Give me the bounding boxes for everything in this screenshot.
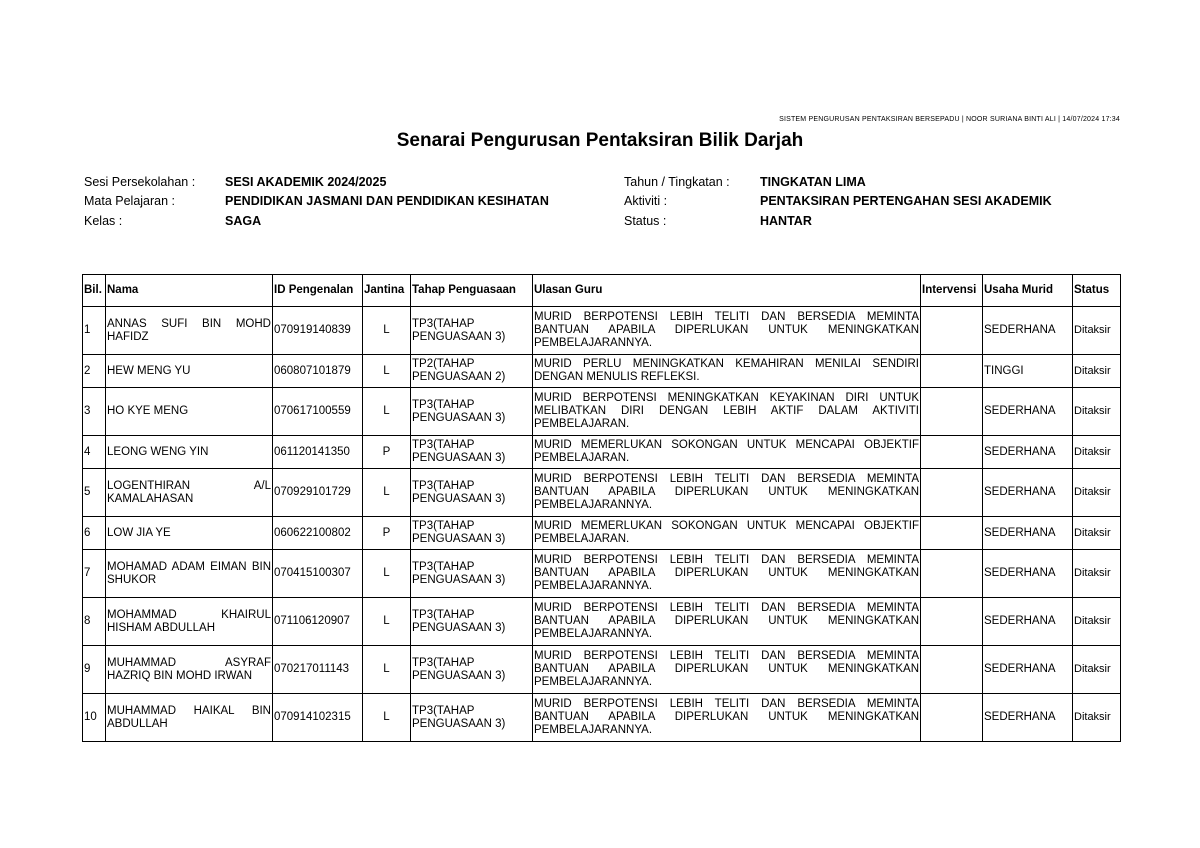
row-nama: MUHAMMAD ASYRAF HAZRIQ BIN MOHD IRWAN [106, 646, 273, 694]
row-intervensi [921, 598, 983, 646]
report-meta: SISTEM PENGURUSAN PENTAKSIRAN BERSEPADU | NOOR SURIANA BINTI ALI | 14/07/2024 17:34 [779, 116, 1120, 123]
row-intervensi [921, 550, 983, 598]
info-left [84, 172, 549, 231]
row-status: Ditaksir [1073, 436, 1121, 469]
row-usaha: SEDERHANA [983, 436, 1073, 469]
mata-pelajaran-label: Mata Pelajaran : [84, 194, 176, 209]
col-usaha: Usaha Murid [983, 275, 1073, 307]
table-row [83, 388, 1121, 436]
col-status: Status [1073, 275, 1121, 307]
info-sesi [84, 172, 549, 192]
col-intervensi: Intervensi [921, 275, 983, 307]
row-usaha: SEDERHANA [983, 388, 1073, 436]
row-ulasan: MURID BERPOTENSI LEBIH TELITI DAN BERSEDIA MEMINTA BANTUAN APABILA DIPERLUKAN UNTUK MENINGKATKAN PEMBELAJARANNYA. [533, 646, 921, 694]
row-nama: MOHAMMAD KHAIRUL HISHAM ABDULLAH [106, 598, 273, 646]
row-jantina: L [363, 307, 411, 355]
row-bil: 4 [83, 436, 106, 469]
col-bil: Bil. [83, 275, 106, 307]
row-status: Ditaksir [1073, 469, 1121, 517]
row-status: Ditaksir [1073, 307, 1121, 355]
row-jantina: P [363, 517, 411, 550]
row-status: Ditaksir [1073, 355, 1121, 388]
aktiviti-label: Aktiviti : [624, 194, 668, 209]
row-jantina: L [363, 646, 411, 694]
row-usaha: TINGGI [983, 355, 1073, 388]
row-usaha: SEDERHANA [983, 307, 1073, 355]
info-status [624, 211, 1052, 231]
info-mata-pelajaran [84, 192, 549, 212]
row-tahap: TP3(TAHAP PENGUASAAN 3) [411, 598, 533, 646]
row-status: Ditaksir [1073, 550, 1121, 598]
row-bil: 8 [83, 598, 106, 646]
row-nama: MOHAMAD ADAM EIMAN BIN SHUKOR [106, 550, 273, 598]
assessment-table [82, 274, 1121, 742]
col-jantina: Jantina [363, 275, 411, 307]
row-intervensi [921, 517, 983, 550]
sesi-label: Sesi Persekolahan : [84, 174, 196, 189]
row-nama: HEW MENG YU [106, 355, 273, 388]
row-id: 070415100307 [273, 550, 363, 598]
row-usaha: SEDERHANA [983, 646, 1073, 694]
row-jantina: L [363, 694, 411, 742]
row-nama: LEONG WENG YIN [106, 436, 273, 469]
row-status: Ditaksir [1073, 694, 1121, 742]
aktiviti-value: PENTAKSIRAN PERTENGAHAN SESI AKADEMIK [760, 194, 1052, 209]
table-row [83, 355, 1121, 388]
row-ulasan: MURID BERPOTENSI MENINGKATKAN KEYAKINAN DIRI UNTUK MELIBATKAN DIRI DENGAN LEBIH AKTIF DALAM AKTIVITI PEMBELAJARAN. [533, 388, 921, 436]
tahun-label: Tahun / Tingkatan : [624, 174, 730, 189]
row-tahap: TP3(TAHAP PENGUASAAN 3) [411, 469, 533, 517]
tahun-value: TINGKATAN LIMA [760, 174, 866, 189]
row-usaha: SEDERHANA [983, 550, 1073, 598]
row-ulasan: MURID BERPOTENSI LEBIH TELITI DAN BERSEDIA MEMINTA BANTUAN APABILA DIPERLUKAN UNTUK MENINGKATKAN PEMBELAJARANNYA. [533, 694, 921, 742]
row-bil: 3 [83, 388, 106, 436]
table-row [83, 550, 1121, 598]
row-jantina: L [363, 550, 411, 598]
row-tahap: TP2(TAHAP PENGUASAAN 2) [411, 355, 533, 388]
row-id: 070919140839 [273, 307, 363, 355]
info-tahun [624, 172, 1052, 192]
row-tahap: TP3(TAHAP PENGUASAAN 3) [411, 388, 533, 436]
col-tahap: Tahap Penguasaan [411, 275, 533, 307]
row-jantina: L [363, 355, 411, 388]
info-aktiviti [624, 192, 1052, 212]
row-nama: LOW JIA YE [106, 517, 273, 550]
row-jantina: L [363, 388, 411, 436]
row-bil: 6 [83, 517, 106, 550]
page-title: Senarai Pengurusan Pentaksiran Bilik Darjah [396, 130, 804, 151]
table-header-row [83, 275, 1121, 307]
row-ulasan: MURID BERPOTENSI LEBIH TELITI DAN BERSEDIA MEMINTA BANTUAN APABILA DIPERLUKAN UNTUK MENINGKATKAN PEMBELAJARANNYA. [533, 469, 921, 517]
kelas-value: SAGA [225, 213, 262, 228]
row-jantina: P [363, 436, 411, 469]
status-value: HANTAR [760, 213, 812, 228]
row-ulasan: MURID BERPOTENSI LEBIH TELITI DAN BERSEDIA MEMINTA BANTUAN APABILA DIPERLUKAN UNTUK MENINGKATKAN PEMBELAJARANNYA. [533, 550, 921, 598]
table-row [83, 598, 1121, 646]
row-tahap: TP3(TAHAP PENGUASAAN 3) [411, 307, 533, 355]
row-ulasan: MURID MEMERLUKAN SOKONGAN UNTUK MENCAPAI OBJEKTIF PEMBELAJARAN. [533, 517, 921, 550]
col-ulasan: Ulasan Guru [533, 275, 921, 307]
row-usaha: SEDERHANA [983, 694, 1073, 742]
row-tahap: TP3(TAHAP PENGUASAAN 3) [411, 694, 533, 742]
row-ulasan: MURID BERPOTENSI LEBIH TELITI DAN BERSEDIA MEMINTA BANTUAN APABILA DIPERLUKAN UNTUK MENINGKATKAN PEMBELAJARANNYA. [533, 598, 921, 646]
row-tahap: TP3(TAHAP PENGUASAAN 3) [411, 550, 533, 598]
row-ulasan: MURID BERPOTENSI LEBIH TELITI DAN BERSEDIA MEMINTA BANTUAN APABILA DIPERLUKAN UNTUK MENINGKATKAN PEMBELAJARANNYA. [533, 307, 921, 355]
table-row [83, 469, 1121, 517]
row-id: 071106120907 [273, 598, 363, 646]
info-right [624, 172, 1052, 231]
sesi-value: SESI AKADEMIK 2024/2025 [225, 174, 387, 189]
row-id: 070217011143 [273, 646, 363, 694]
row-ulasan: MURID PERLU MENINGKATKAN KEMAHIRAN MENILAI SENDIRI DENGAN MENULIS REFLEKSI. [533, 355, 921, 388]
row-nama: MUHAMMAD HAIKAL BIN ABDULLAH [106, 694, 273, 742]
row-usaha: SEDERHANA [983, 469, 1073, 517]
row-nama: HO KYE MENG [106, 388, 273, 436]
row-id: 070929101729 [273, 469, 363, 517]
row-status: Ditaksir [1073, 598, 1121, 646]
row-tahap: TP3(TAHAP PENGUASAAN 3) [411, 646, 533, 694]
row-tahap: TP3(TAHAP PENGUASAAN 3) [411, 517, 533, 550]
table-row [83, 517, 1121, 550]
row-id: 060622100802 [273, 517, 363, 550]
row-bil: 2 [83, 355, 106, 388]
row-bil: 9 [83, 646, 106, 694]
row-usaha: SEDERHANA [983, 517, 1073, 550]
table-row [83, 646, 1121, 694]
row-id: 061120141350 [273, 436, 363, 469]
row-status: Ditaksir [1073, 517, 1121, 550]
row-ulasan: MURID MEMERLUKAN SOKONGAN UNTUK MENCAPAI OBJEKTIF PEMBELAJARAN. [533, 436, 921, 469]
row-intervensi [921, 436, 983, 469]
table-row [83, 307, 1121, 355]
row-status: Ditaksir [1073, 646, 1121, 694]
row-bil: 10 [83, 694, 106, 742]
row-id: 060807101879 [273, 355, 363, 388]
info-kelas [84, 211, 549, 231]
row-tahap: TP3(TAHAP PENGUASAAN 3) [411, 436, 533, 469]
col-id: ID Pengenalan [273, 275, 363, 307]
row-status: Ditaksir [1073, 388, 1121, 436]
row-intervensi [921, 469, 983, 517]
row-bil: 1 [83, 307, 106, 355]
status-label: Status : [624, 213, 667, 228]
col-nama: Nama [106, 275, 273, 307]
row-intervensi [921, 694, 983, 742]
row-intervensi [921, 646, 983, 694]
table-row [83, 694, 1121, 742]
row-bil: 7 [83, 550, 106, 598]
row-jantina: L [363, 469, 411, 517]
row-intervensi [921, 307, 983, 355]
row-intervensi [921, 388, 983, 436]
kelas-label: Kelas : [84, 213, 123, 228]
row-nama: ANNAS SUFI BIN MOHD HAFIDZ [106, 307, 273, 355]
table-row [83, 436, 1121, 469]
row-bil: 5 [83, 469, 106, 517]
mata-pelajaran-value: PENDIDIKAN JASMANI DAN PENDIDIKAN KESIHATAN [225, 194, 549, 209]
row-id: 070914102315 [273, 694, 363, 742]
row-nama: LOGENTHIRAN A/L KAMALAHASAN [106, 469, 273, 517]
row-id: 070617100559 [273, 388, 363, 436]
row-usaha: SEDERHANA [983, 598, 1073, 646]
row-intervensi [921, 355, 983, 388]
row-jantina: L [363, 598, 411, 646]
